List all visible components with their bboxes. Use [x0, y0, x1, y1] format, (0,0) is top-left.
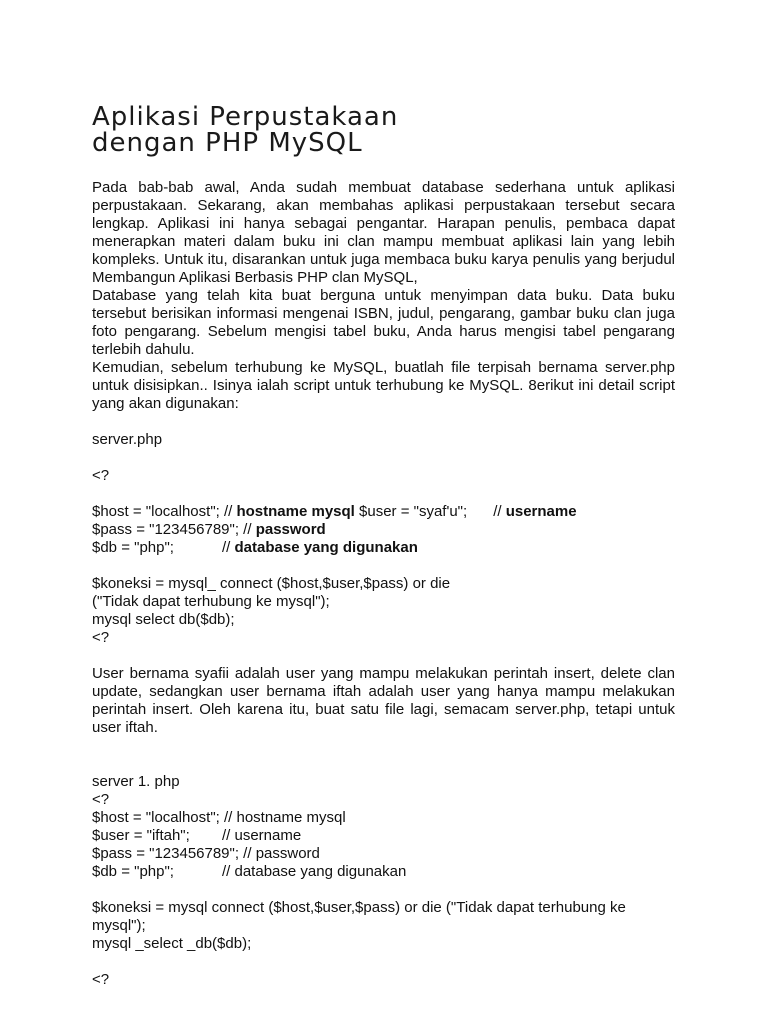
- code2-pass: $pass = "123456789"; // password: [92, 845, 320, 862]
- code2-filename: server 1. php: [92, 773, 180, 790]
- code2-line-db: [92, 863, 675, 881]
- code2-db: $db = "php";: [92, 863, 174, 880]
- code-host: $host = "localhost"; //: [92, 503, 237, 520]
- code-db: $db = "php";: [92, 539, 174, 556]
- code-line-pass: [92, 521, 675, 539]
- code2-user: $user = "iftah";: [92, 827, 190, 844]
- paragraph-intro: Pada bab-bab awal, Anda sudah membuat database sederhana untuk aplikasi perpustakaan. Sekarang, akan membahas aplikasi perpustakaan tersebut secara lengkap. Aplikasi ini hanya sebagai pengantar. Harapan penulis, pembaca dapat menerapkan materi dalam buku ini clan mampu membuat aplikasi lain yang lebih kompleks. Untuk itu, disarankan untuk juga membaca buku karya penulis yang berjudul Membangun Aplikasi Berbasis PHP clan MySQL,: [92, 179, 675, 286]
- code2-host: $host = "localhost"; // hostname mysql: [92, 809, 346, 826]
- code-block-server1: [92, 773, 675, 989]
- code-db-comment: database yang digunakan: [234, 539, 418, 556]
- paragraph-connection: Kemudian, sebelum terhubung ke MySQL, buatlah file terpisah bernama server.php untuk disisipkan.. Isinya ialah script untuk terhubung ke MySQL. 8erikut ini detail script yang akan digunakan:: [92, 359, 675, 412]
- code-koneksi-1: $koneksi = mysql_ connect ($host,$user,$pass) or die: [92, 575, 451, 592]
- code-filename: server.php: [92, 431, 163, 448]
- code2-user-comment: // username: [222, 827, 302, 844]
- code-line-host: [92, 503, 675, 521]
- code2-koneksi-2: mysql");: [92, 917, 146, 934]
- document-title: [92, 104, 692, 156]
- code-open-tag: <?: [92, 467, 110, 484]
- code-close-tag: <?: [92, 629, 110, 646]
- title-line-2: dengan PHP MySQL: [92, 128, 363, 158]
- code2-db-comment: // database yang digunakan: [222, 863, 407, 880]
- paragraph-database: Database yang telah kita buat berguna untuk menyimpan data buku. Data buku tersebut berisikan informasi mengenai ISBN, judul, pengarang, gambar buku clan juga foto pengarang. Sebelum mengisi tabel buku, Anda harus mengisi tabel pengarang terlebih dahulu.: [92, 287, 675, 358]
- code-block-server: [92, 431, 675, 647]
- code-koneksi-2: ("Tidak dapat terhubung ke mysql");: [92, 593, 330, 610]
- title-line-1: Aplikasi Perpustakaan: [92, 102, 399, 132]
- code-user: $user = "syaf'u";: [354, 503, 468, 520]
- code-host-comment: hostname mysql: [236, 503, 355, 520]
- code2-close-tag: <?: [92, 971, 110, 988]
- code-select-db: mysql select db($db);: [92, 611, 235, 628]
- code-user-comment: username: [505, 503, 577, 520]
- code-pass-comment: password: [255, 521, 326, 538]
- code-db-comment-prefix: //: [222, 539, 235, 556]
- paragraph-users: User bernama syafii adalah user yang mampu melakukan perintah insert, delete clan update, sedangkan user bernama iftah adalah user yang hanya mampu melakukan perintah insert. Oleh karena itu, buat satu file lagi, semacam server.php, tetapi untuk user iftah.: [92, 665, 675, 736]
- code2-line-user: [92, 827, 675, 845]
- code2-koneksi-1: $koneksi = mysql connect ($host,$user,$pass) or die ("Tidak dapat terhubung ke: [92, 899, 626, 916]
- document-body: [92, 179, 675, 989]
- code2-select-db: mysql _select _db($db);: [92, 935, 252, 952]
- code-pass: $pass = "123456789"; //: [92, 521, 256, 538]
- code-user-comment-prefix: //: [493, 503, 506, 520]
- code-line-db: [92, 539, 675, 557]
- code2-open-tag: <?: [92, 791, 110, 808]
